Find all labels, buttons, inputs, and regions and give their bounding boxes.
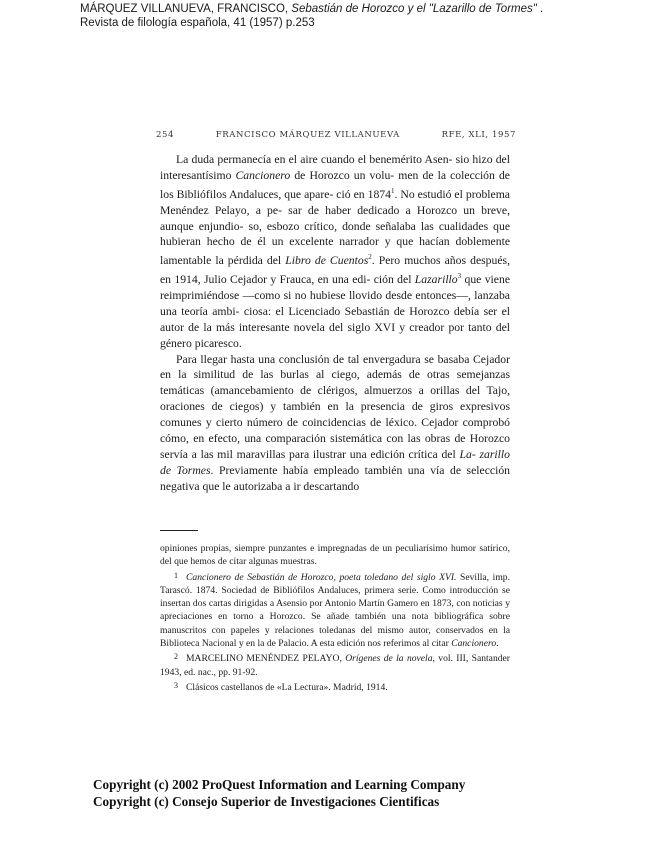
footnote-ref-1: 1 [390, 186, 395, 195]
footnote-2-body: , vol. III, Santander 1943, ed. nac., pp. 91-92. [160, 653, 510, 678]
footnote-3 [160, 679, 510, 694]
text-run: lamentable la pérdida del [160, 254, 286, 268]
citation-journal: Revista de filología española, 41 (1957) p.253 [80, 17, 315, 29]
footnotes [160, 542, 510, 694]
text-run: vía de selección negativa que le autorizaba a ir descartando [160, 463, 511, 493]
copyright-line-1: Copyright (c) 2002 ProQuest Information and Learning Company [93, 777, 466, 792]
citation-title-trail: . [536, 3, 544, 15]
citation-header [80, 2, 640, 30]
footnote-2-author: MARCELINO MENÉNDEZ PELAYO, [186, 653, 346, 665]
text-run: años después, en 1914, Julio Cejador y Frauca, en una edi- [160, 254, 511, 287]
footnote-divider [160, 530, 198, 531]
text-run: sar de haber dedicado a Horozco un breve, aunque enjundio- [160, 203, 511, 233]
text-run: ción del [373, 273, 415, 287]
running-head [156, 130, 516, 140]
footnote-2 [160, 650, 510, 679]
text-run: de Horozco un volu- [290, 168, 395, 182]
footnote-1-mark: 1 [174, 570, 178, 580]
citation-authors: MÁRQUEZ VILLANUEVA, FRANCISCO, [80, 3, 292, 15]
text-run: que viene reimprimiéndose —como si no [160, 273, 511, 302]
text-run: de otras semejanzas temáticas (amancebamiento de clérigos, [160, 368, 510, 398]
text-run: La duda permanecía en el aire cuando el benemérito Asen- [176, 153, 453, 166]
text-run: una comparación sistemática con las obras de Horozco servía [160, 432, 511, 461]
footnote-continuation: opiniones propias, siempre punzantes e impregnadas de un peculiarísimo humor satírico, del que hemos de citar algunas muestras. [160, 543, 510, 568]
footnote-3-mark: 3 [174, 680, 178, 690]
text-run: en la presencia de giros expresivos comunes y cierto número [160, 400, 511, 430]
text-run: ció en 1874 [336, 187, 391, 201]
text-run: . Previamente había empleado también una [210, 463, 425, 477]
footnote-1-title: Cancionero de Sebastián de Horozco, poeta toledano del siglo XVI. [186, 571, 457, 583]
article-body [160, 152, 510, 495]
text-run: . No estudió el problema Menéndez Pelayo, a pe- [160, 187, 510, 217]
footnote-1-end: . [496, 638, 499, 650]
copyright-line-2: Copyright (c) Consejo Superior de Investigaciones Cientificas [93, 794, 440, 809]
footnote-1 [160, 569, 510, 651]
paragraph-2 [160, 352, 510, 495]
text-run: men de la colección de los Bibliófilos Andaluces, que apare- [160, 168, 510, 201]
footnote-ref-2: 2 [368, 253, 372, 262]
footnote-ref-3: 3 [457, 272, 462, 281]
title-libro-de-cuentos: Libro de Cuentos [285, 254, 369, 268]
running-head-author: FRANCISCO MÁRQUEZ VILLANUEVA [215, 130, 400, 140]
text-run: basaba Cejador en la similitud de las burlas al ciego, además [160, 352, 511, 382]
text-run: hubiese llovido desde entonces—, lanzaba una teoría ambi- [160, 288, 510, 318]
text-run: so, esbozo crítico, donde señalaba las cualidades que hubieran [160, 219, 511, 249]
footnote-1-cite: Cancionero [451, 638, 497, 650]
page-number: 254 [156, 130, 175, 140]
text-run: de coincidencias de léxico. Cejador comprobó cómo, en efecto, [160, 416, 511, 446]
citation-line-1 [80, 2, 640, 16]
footnote-2-mark: 2 [174, 652, 178, 662]
text-run: . Pero muchos [371, 254, 441, 268]
text-run: sio hizo del interesantísimo [160, 153, 510, 182]
title-lazarillo-part-2: zarillo de Tormes [160, 447, 511, 477]
title-lazarillo: Lazarillo [414, 273, 458, 287]
text-run: del género picaresco. [160, 320, 510, 350]
citation-title: Sebastián de Horozco y el "Lazarillo de Tormes" [291, 3, 537, 15]
text-run: hecho de él un excelente narrador y que hacían doblemente [206, 235, 511, 249]
footnote-2-title: Orígenes de la novela [345, 653, 433, 665]
text-run: a las mil maravillas para ilustrar una edición crítica del [191, 447, 460, 461]
title-cancionero: Cancionero [235, 168, 291, 182]
copyright-block [93, 776, 613, 810]
footnote-3-body: Clásicos castellanos de «La Lectura». Madrid, 1914. [186, 681, 388, 693]
paragraph-1 [160, 152, 510, 352]
title-lazarillo-part-1: La- [459, 447, 476, 461]
text-run: almuerzos a orillas del Tajo, oraciones de ciegos) y también [160, 384, 511, 414]
running-head-journal: RFE, XLI, 1957 [441, 130, 516, 140]
text-run: Para llegar hasta una conclusión de tal envergadura se [176, 352, 434, 366]
text-run: de la más interesante novela del siglo XVI y creador por tanto [188, 320, 492, 334]
footnote-1-body: Sevilla, imp. Tarascó. 1874. Sociedad de Bibliófilos Andaluces, primera serie. Como introducción se insertan dos cartas dirigidas a Asensio por Antonio Martín Gamero en 1873, con noticias y apreciaciones en torno a Horozco. Se añade también una nota bibliográfica sobre manuscritos con papeles y relaciones toledanas del mismo autor, conservados en la Biblioteca Nacional y en la de Palacio. A esta edición nos referimos al citar [160, 571, 510, 650]
text-run: ciosa: el Licenciado Sebastián de Horozco debía ser el autor [160, 304, 511, 334]
